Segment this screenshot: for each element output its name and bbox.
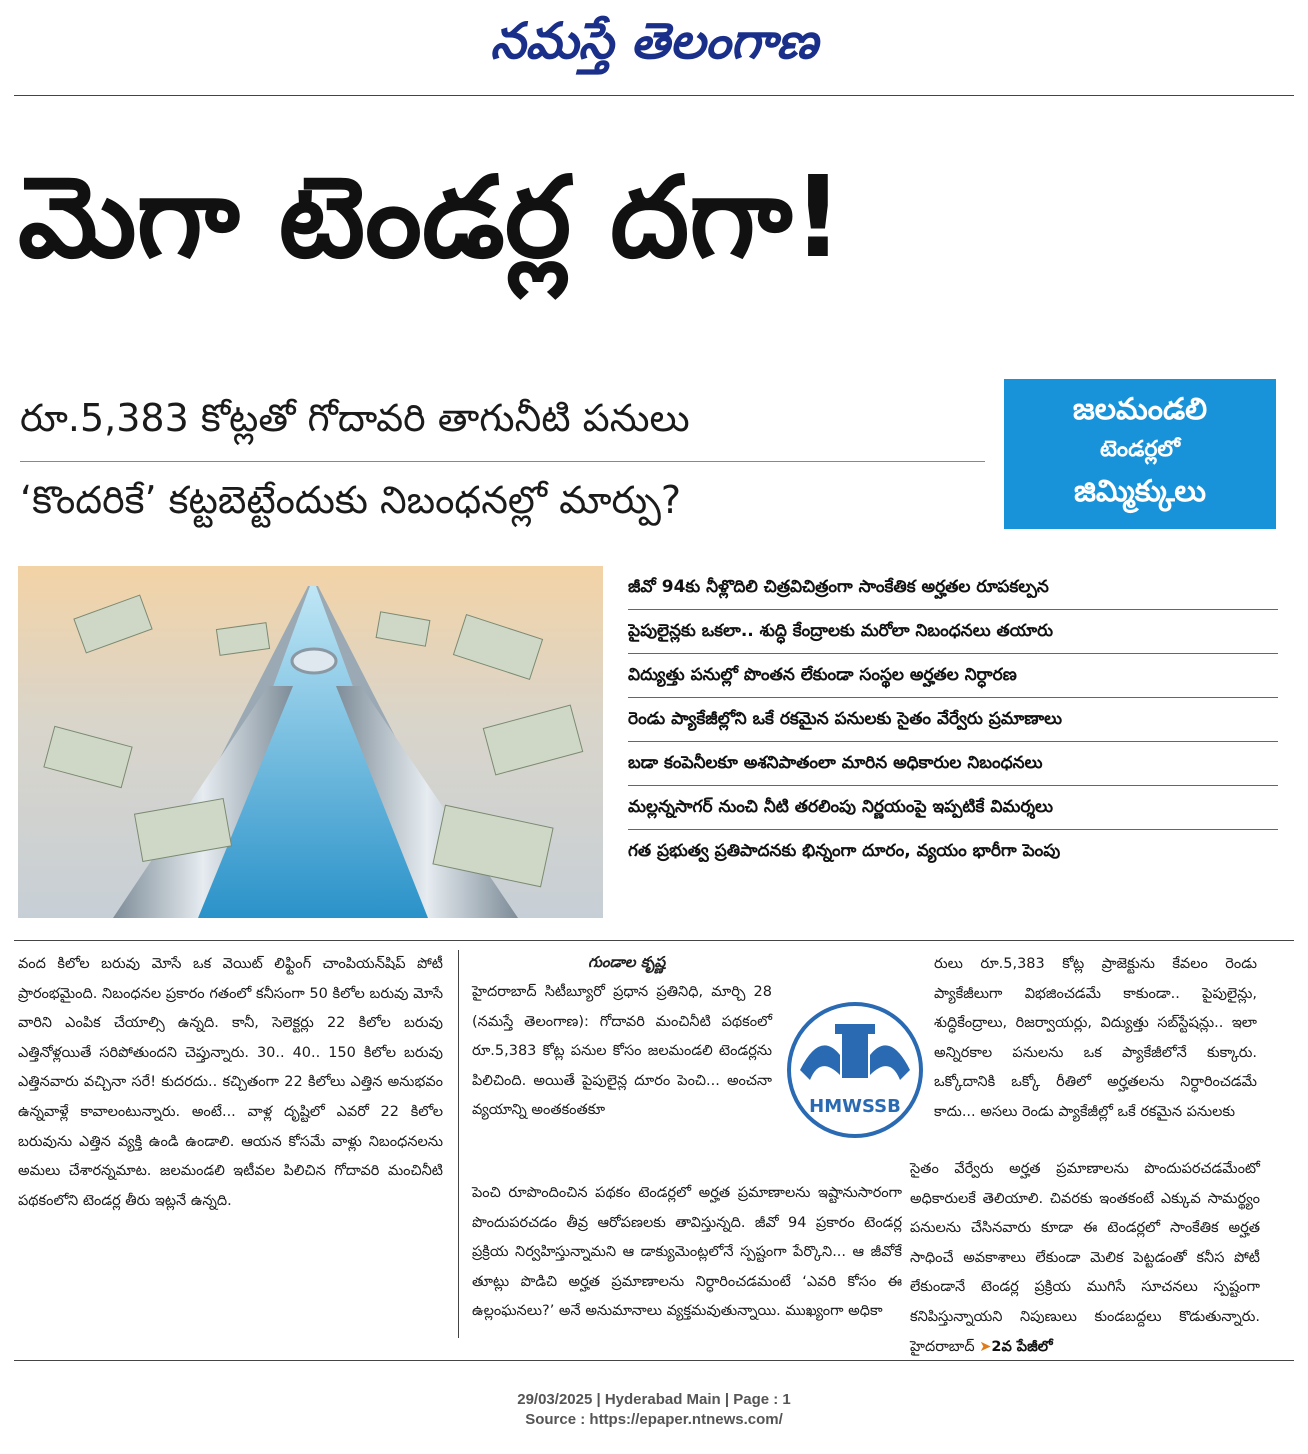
key-point: రెండు ప్యాకేజీల్లోని ఒకే రకమైన పనులకు సైతం వేర్వేరు ప్రమాణాలు [628,698,1278,742]
subhead-2: ‘కొందరికే’ కట్టబెట్టేందుకు నిబంధనల్లో మార్పు? [20,478,682,522]
footer-source-link[interactable]: Source : https://epaper.ntnews.com/ [525,1411,783,1428]
article-column-2-bottom: పెంచి రూపొందించిన పథకం టెండర్లలో అర్హత ప్రమాణాలను ఇష్టానుసారంగా పొందుపరచడం తీవ్ర ఆరోపణలకు తావిస్తున్నది. జీవో 94 ప్రకారం టెండర్ల ప్రక్రియ నిర్వహిస్తున్నామని ఆ డాక్యుమెంట్లలోనే స్పష్టంగా పేర్కొని... ఆ జీవోకే తూట్లు పొడిచి అర్హత ప్రమాణాలను నిర్ధారించడమంటే ‘ఎవరి కోసం ఈ ఉల్లంఘనలు?’ అనే అనుమానాలు వ్యక్తమవుతున్నాయి. ముఖ్యంగా అధికా [472,1185,902,1320]
highlight-line-3: జిమ్మిక్కులు [1074,474,1206,509]
article-column-1: వంద కిలోల బరువు మోసే ఒక వెయిట్ లిఫ్టింగ్ చాంపియన్‌షిప్ పోటీ ప్రారంభమైంది. నిబంధనల ప్రకారం గతంలో కనీసంగా 50 కిలోల బరువు మోసే వారిని ఎంపిక చేయాల్సి ఉన్నది. కానీ, సెలెక్టర్లు 22 కిలోల బరువు ఎత్తినోళ్లయితే సరిపోతుందని చెప్తున్నారు. 30.. 40.. 150 కిలోల బరువు ఎత్తినవారు వచ్చినా సరే! కుదరదు.. కచ్చితంగా 22 కిలోలు ఎత్తిన అనుభవం ఉన్నవాళ్లే కావాలంటున్నారు. అంటే... వాళ్ల దృష్టిలో ఎవరో 22 కిలోల బరువును ఎత్తిన వ్యక్తి ఉండి ఉండాలి. ఆయన కోసమే వాళ్లు నిబంధనలను అమలు చేశారన్నమాట. జలమండలి ఇటీవల పిలిచిన గోదావరి మంచినీటి పథకంలోని టెండర్ల తీరు ఇట్లనే ఉన్నది. [18,956,443,1209]
key-point: బడా కంపెనీలకూ అశనిపాతంలా మారిన అధికారుల నిబంధనలు [628,742,1278,786]
divider [14,95,1294,96]
pipeline-illustration [18,566,603,918]
article-column-3-text: సైతం వేర్వేరు అర్హత ప్రమాణాలను పొందుపరచడమేంటో అధికారులకే తెలియాలి. చివరకు ఇంతకంటే ఎక్కువ సామర్థ్యం పనులను చేసినవారు కూడా ఈ టెండర్లలో సాంకేతిక అర్హత సాధించే అవకాశాలు లేకుండా మెలిక పెట్టడంతో కనీస పోటీ లేకుండానే టెండర్ల ప్రక్రియ ముగిసే సూచనలు స్పష్టంగా కనిపిస్తున్నాయని నిపుణులు కుండబద్దలు కొడుతున్నారు. హైదరాబాద్ [910,1161,1260,1355]
masthead: నమస్తే తెలంగాణ [490,11,818,70]
key-point: జీవో 94కు నీళ్లొదిలి చిత్రవిచిత్రంగా సాంకేతిక అర్హతల రూపకల్పన [628,566,1278,610]
continued-on-page-link[interactable] [979,1339,1052,1355]
key-points-list [628,566,1278,916]
footer [0,1390,1308,1430]
key-point: గత ప్రభుత్వ ప్రతిపాదనకు భిన్నంగా దూరం, వ్యయం భారీగా పెంపు [628,841,1061,861]
highlight-box [1004,379,1276,529]
byline: గుండాల కృష్ణ [588,953,666,971]
continued-label: 2వ పేజీలో [991,1338,1053,1355]
article-column-3-top: రులు రూ.5,383 కోట్ల ప్రాజెక్టును కేవలం రెండు ప్యాకేజీలుగా విభజించడమే కాకుండా.. పైపులైన్లు, శుద్ధికేంద్రాలు, రిజర్వాయర్లు, విద్యుత్తు సబ్‌స్టేషన్లు.. ఇలా అన్నిరకాల పనులను ఒక ప్యాకేజీలోనే కుక్కారు. ఒక్కోదానికి ఒక్కో రీతిలో అర్హతలను నిర్ధారించడమే కాదు... అసలు రెండు ప్యాకేజీల్లో ఒకే రకమైన పనులకు [934,956,1257,1120]
column-divider [458,950,459,1338]
logo-text: HMWSSB [809,1096,901,1117]
key-point: విద్యుత్తు పనుల్లో పొంతన లేకుండా సంస్థల అర్హతల నిర్ధారణ [628,654,1278,698]
hero-image [18,566,603,918]
footer-edition-info: 29/03/2025 | Hyderabad Main | Page : 1 [517,1391,791,1408]
hmwssb-logo [780,1000,930,1140]
highlight-line-1: జలమండలి [1072,392,1208,427]
divider [20,461,985,462]
hmwssb-logo-icon [780,1000,930,1140]
key-point: పైపులైన్లకు ఒకలా.. శుద్ధి కేంద్రాలకు మరోలా నిబంధనలు తయారు [628,610,1278,654]
key-point: మల్లన్నసాగర్ నుంచి నీటి తరలింపు నిర్ణయంపై ఇప్పటికే విమర్శలు [628,786,1278,830]
highlight-line-2: టెండర్లలో [1099,437,1181,462]
article-column-3-bottom [910,1155,1260,1362]
divider [14,1360,1294,1361]
divider [14,940,1294,941]
subhead-1: రూ.5,383 కోట్లతో గోదావరి తాగునీటి పనులు [20,396,690,440]
headline: మెగా టెండర్ల దగా! [18,153,844,283]
article-column-2-top: హైదరాబాద్ సిటీబ్యూరో ప్రధాన ప్రతినిధి, మార్చి 28 (నమస్తే తెలంగాణ): గోదావరి మంచినీటి పథకంలో రూ.5,383 కోట్ల పనుల కోసం జలమండలి టెండర్లను పిలిచింది. అయితే పైపులైన్ల దూరం పెంచి... అంచనా వ్యయాన్ని అంతకంతకూ [472,984,772,1119]
arrow-icon: ➤ [979,1338,992,1355]
